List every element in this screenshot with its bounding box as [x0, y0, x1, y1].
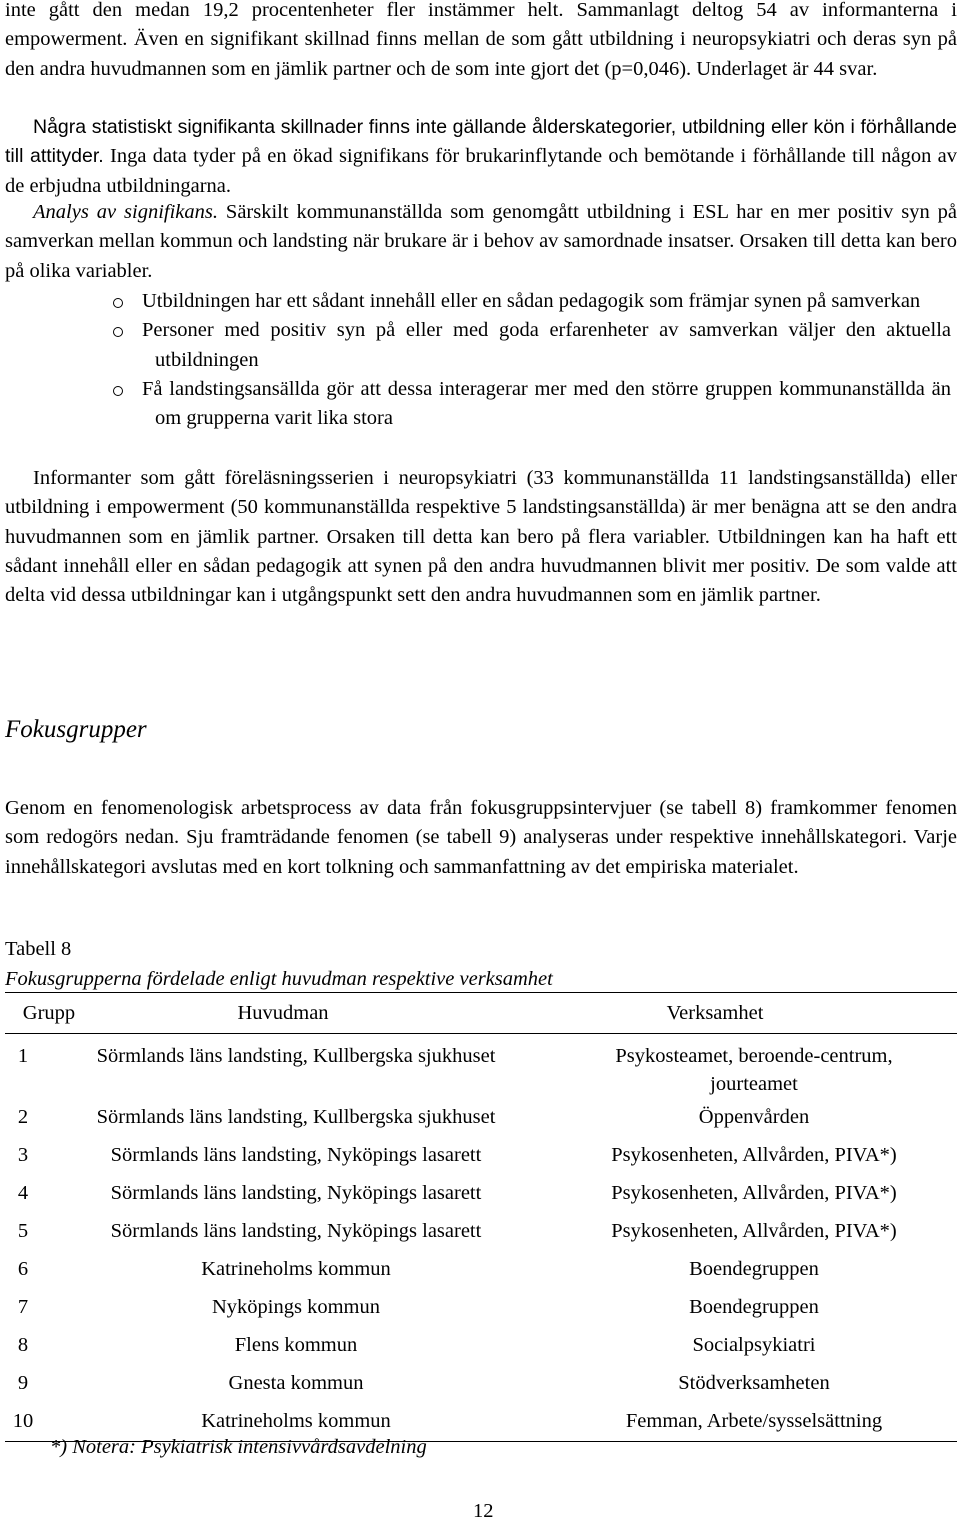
section-heading: Fokusgrupper [5, 716, 147, 743]
cell-verksamhet: Psykosenheten, Allvården, PIVA*) [611, 1144, 897, 1166]
table-header-row [5, 993, 957, 1034]
cell-huvudman: Flens kommun [234, 1334, 358, 1356]
cell-huvudman: Nyköpings kommun [212, 1296, 380, 1318]
bullet-icon [113, 386, 123, 396]
cell-verksamhet: Öppenvården [698, 1106, 810, 1128]
analysis-heading-inline: Analys av signifikans. [33, 201, 218, 223]
bullet-icon [113, 327, 123, 337]
cell-group: 9 [17, 1372, 29, 1394]
cell-group: 3 [17, 1144, 29, 1166]
table-footnote: *) Notera: Psykiatrisk intensivvårdsavdelning [50, 1436, 427, 1458]
header-grupp: Grupp [22, 1001, 76, 1024]
cell-group: 2 [17, 1106, 29, 1128]
focus-group-table-body [5, 1037, 957, 1442]
header-huvudman: Huvudman [237, 1001, 329, 1024]
paragraph-no-significance [5, 113, 957, 201]
focus-group-table [5, 992, 957, 1034]
para4-block [5, 464, 957, 610]
paragraph-empowerment-results: inte gått den medan 19,2 procentenheter fler instämmer helt. Sammanlagt deltog 54 av informanterna i empowerment. Även en signifikant skillnad finns mellan de som gått utbildning i neuropsykiatri och deras syn på den andra huvudmannen som en jämlik partner och de som inte gjort det (p=0,046). Underlaget är 44 svar. [5, 0, 957, 80]
table-row [5, 1331, 957, 1369]
cell-verksamhet: Boendegruppen [689, 1296, 819, 1318]
cell-huvudman: Katrineholms kommun [201, 1410, 391, 1432]
cell-verksamhet: Boendegruppen [689, 1258, 819, 1280]
paragraph-serif-part: Inga data tyder på en ökad signifikans för brukarinflytande och bemötande i förhållande till någon av de erbjudna utbildningarna. [5, 145, 957, 197]
cell-group: 4 [17, 1182, 29, 1204]
cell-huvudman: Sörmlands läns landsting, Nyköpings lasarett [110, 1144, 482, 1166]
cell-verksamhet: Stödverksamheten [678, 1372, 830, 1394]
table-row [5, 1103, 957, 1141]
cell-group: 8 [17, 1334, 29, 1356]
paragraph-sans-part: Några statistiskt signifikanta skillnader finns inte gällande ålderskategorier, utbildning eller kön i förhållande till attityder. [5, 116, 957, 168]
cell-huvudman: Sörmlands läns landsting, Kullbergska sjukhuset [96, 1106, 496, 1128]
cell-huvudman: Sörmlands läns landsting, Nyköpings lasarett [110, 1182, 482, 1204]
page-number: 12 [473, 1500, 494, 1522]
cell-verksamhet: Psykosenheten, Allvården, PIVA*) [611, 1182, 897, 1204]
top-paragraph-block [5, 0, 957, 84]
cell-verksamhet: Femman, Arbete/sysselsättning [625, 1410, 883, 1432]
cell-huvudman: Gnesta kommun [228, 1372, 364, 1394]
list-item [5, 287, 951, 316]
list-item [5, 316, 951, 375]
cell-group: 1 [17, 1045, 29, 1067]
list-item-text: Personer med positiv syn på eller med goda erfarenheter av samverkan väljer den aktuella utbildningen [142, 319, 951, 371]
cell-huvudman: Sörmlands läns landsting, Kullbergska sjukhuset [96, 1045, 496, 1067]
para3-block [5, 198, 957, 286]
cell-group: 6 [17, 1258, 29, 1280]
cell-verksamhet: Psykosteamet, beroende-centrum, jourteamet [615, 1045, 893, 1095]
cell-huvudman: Katrineholms kommun [201, 1258, 391, 1280]
table-row [5, 1293, 957, 1331]
cell-group: 7 [17, 1296, 29, 1318]
paragraph-informants: Informanter som gått föreläsningsserien i neuropsykiatri (33 kommunanställda 11 landstingsanställda) eller utbildning i empowerment (50 kommunanställda respektive 5 landstingsanställda) är mer benägna att se den andra huvudmannen som en jämlik partner. Orsaken till detta kan bero på flera variabler. Utbildningen kan ha haft ett sådant innehåll eller en sådan pedagogik att synen på den andra huvudmannen blivit mer positiv. De som valde att delta vid dessa utbildningar kan i utgångspunkt sett den andra huvudmannen som en jämlik partner. [5, 467, 957, 607]
bullet-list-block [5, 287, 957, 433]
table-title: Fokusgrupperna fördelade enligt huvudman respektive verksamhet [5, 967, 553, 990]
table-label: Tabell 8 [5, 938, 72, 960]
cell-huvudman: Sörmlands läns landsting, Nyköpings lasarett [110, 1220, 482, 1242]
bullet-list [5, 287, 957, 433]
table-row [5, 1179, 957, 1217]
table-row [5, 1217, 957, 1255]
para5-block [5, 794, 957, 882]
table-row [5, 1141, 957, 1179]
para2-block [5, 113, 957, 201]
analysis-text: Särskilt kommunanställda som genomgått utbildning i ESL har en mer positiv syn på samverkan mellan kommun och landsting när brukare är i behov av samordnade insatser. Orsaken till detta kan bero på olika variabler. [5, 201, 957, 282]
cell-verksamhet: Psykosenheten, Allvården, PIVA*) [611, 1220, 897, 1242]
header-verksamhet: Verksamhet [666, 1001, 764, 1024]
table-row [5, 1037, 957, 1103]
paragraph-analysis [5, 198, 957, 286]
list-item-text: Få landstingsansällda gör att dessa interagerar mer med den större gruppen kommunanställda än om grupperna varit lika stora [142, 377, 951, 430]
cell-group: 5 [17, 1220, 29, 1242]
paragraph-phenomenology: Genom en fenomenologisk arbetsprocess av data från fokusgruppsintervjuer (se tabell 8) framkommer fenomen som redogörs nedan. Sju framträdande fenomen (se tabell 9) analyseras under respektive innehållskategori. Varje innehållskategori avslutas med en kort tolkning och sammanfattning av det empiriska materialet. [5, 797, 957, 878]
table-block [5, 992, 957, 1442]
list-item [5, 375, 951, 434]
table-row [5, 1255, 957, 1293]
bullet-icon [113, 298, 123, 308]
table-row [5, 1369, 957, 1407]
list-item-text: Utbildningen har ett sådant innehåll eller en sådan pedagogik som främjar synen på samverkan [142, 290, 921, 312]
table-caption-block [5, 935, 957, 994]
cell-group: 10 [12, 1410, 34, 1432]
cell-verksamhet: Socialpsykiatri [692, 1334, 816, 1356]
